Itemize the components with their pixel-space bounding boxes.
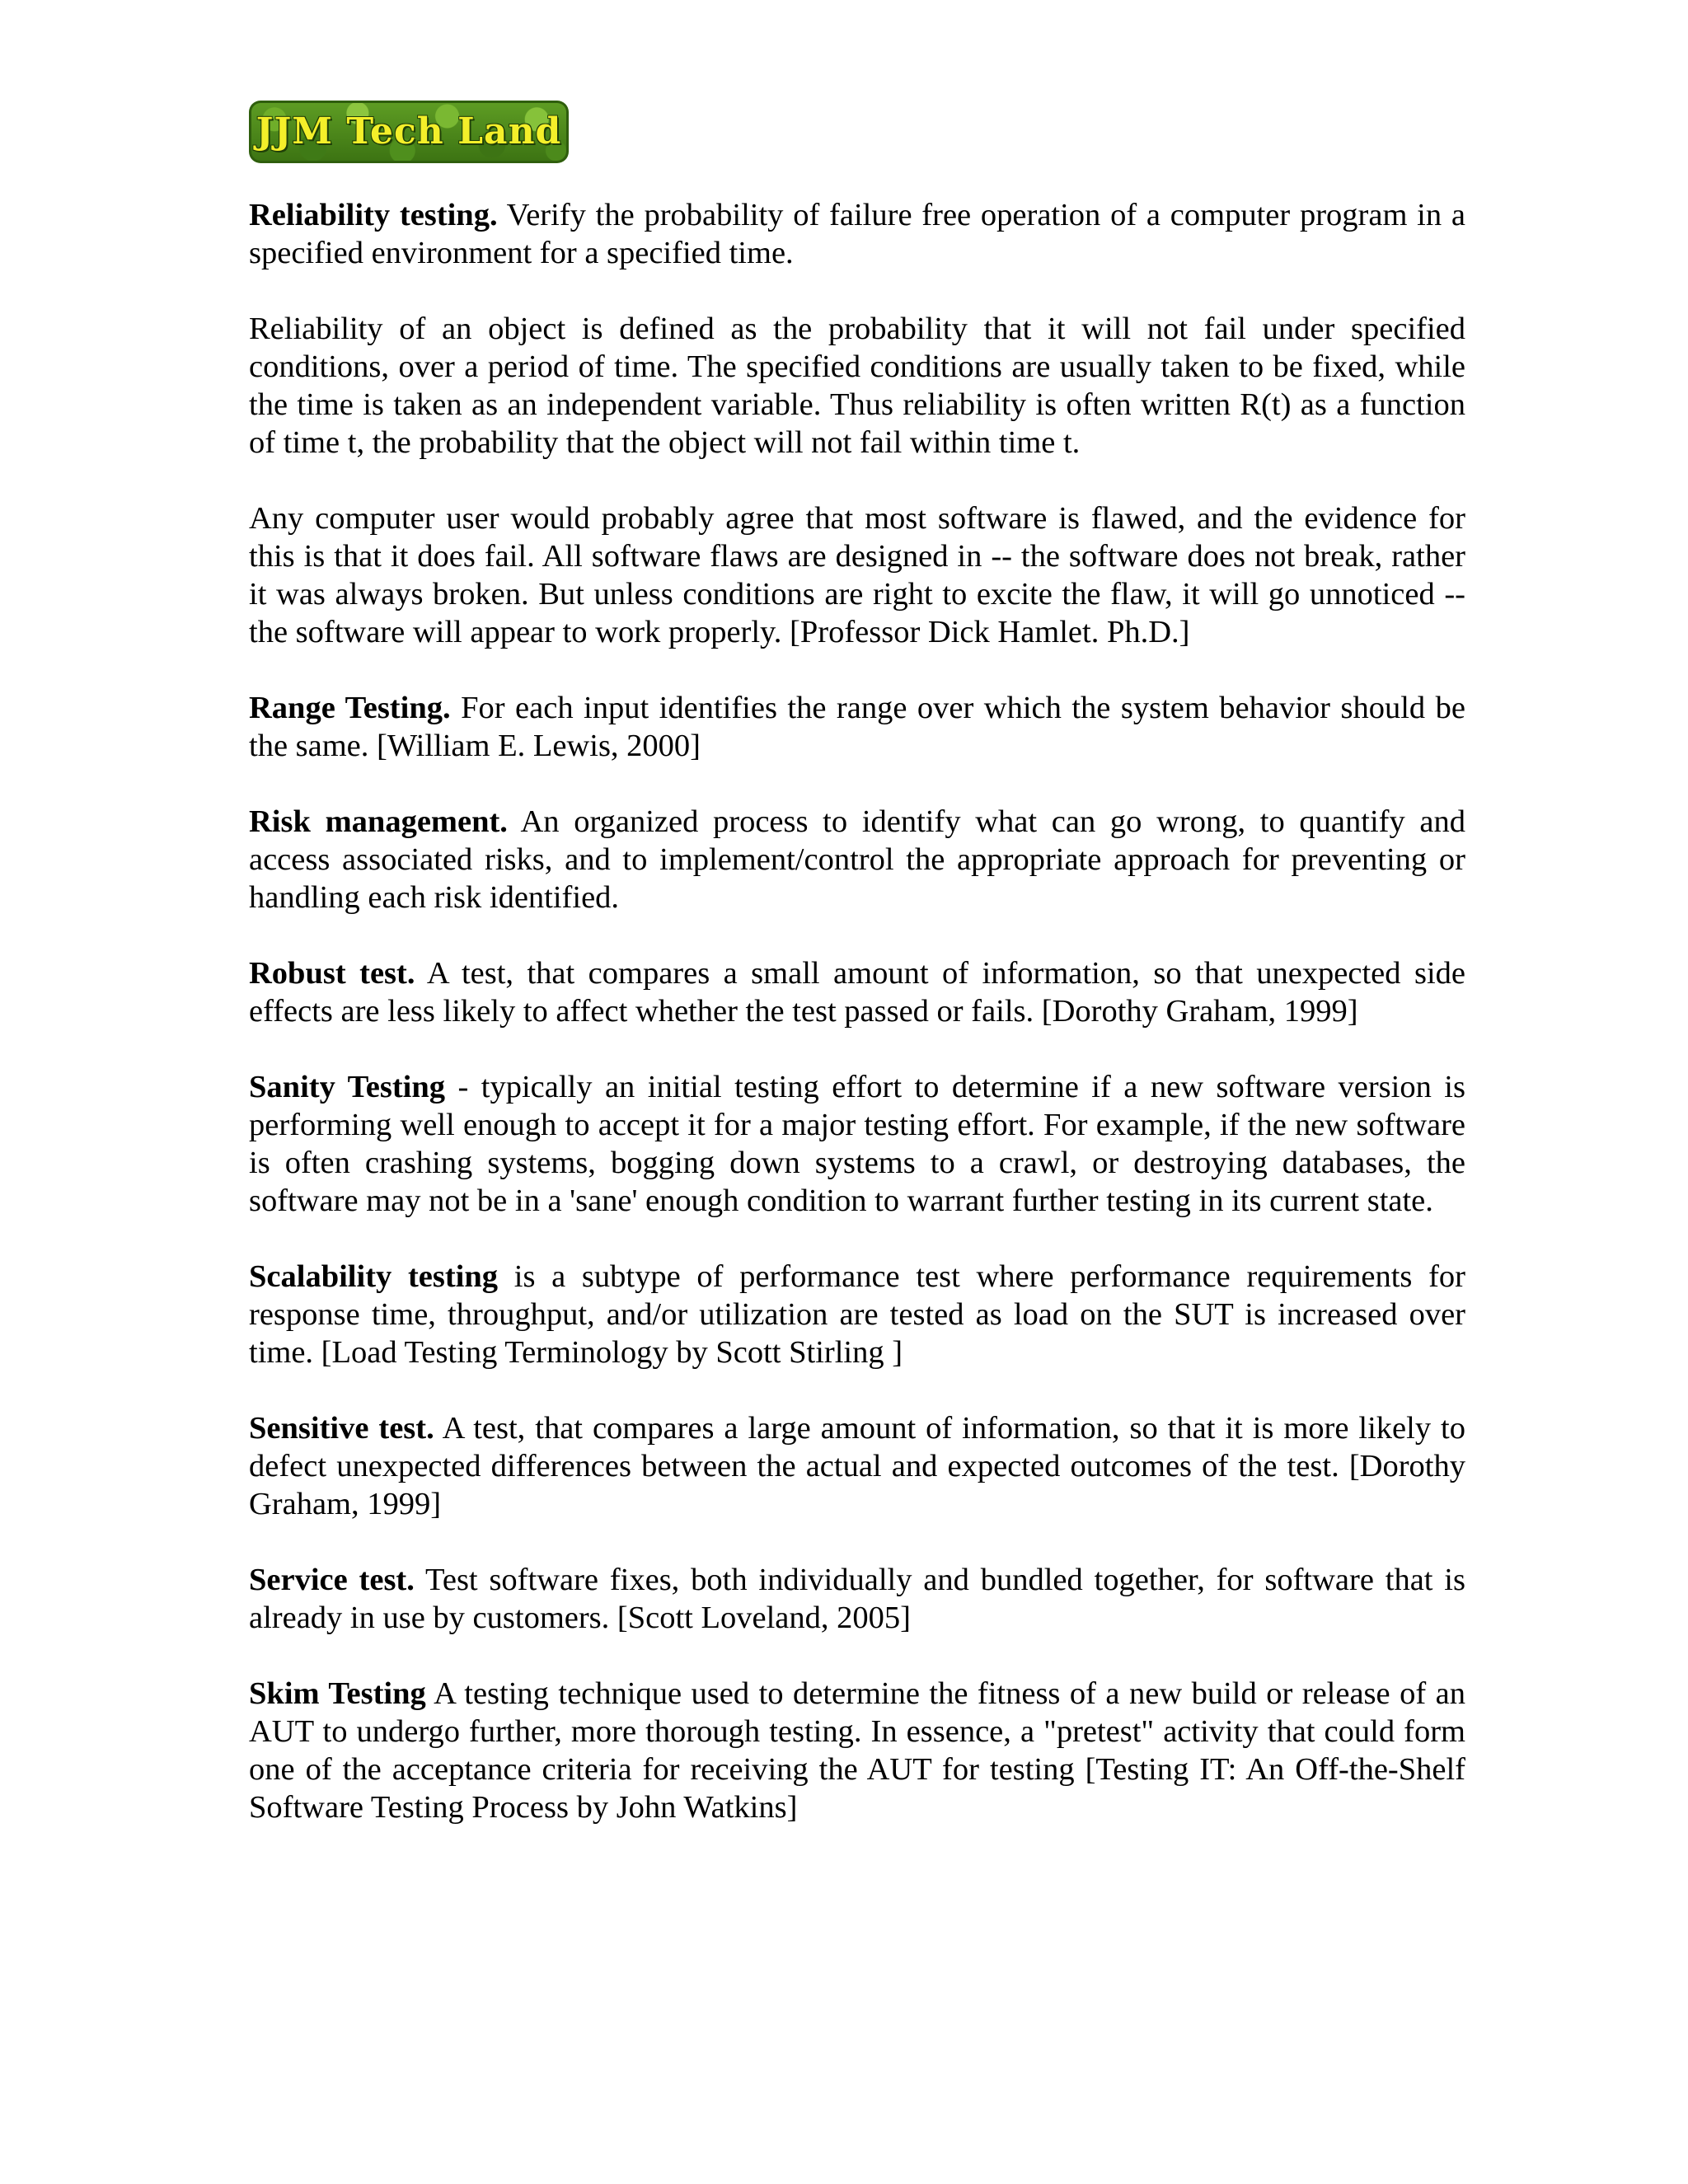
term: Sanity Testing <box>249 1070 446 1104</box>
term: Skim Testing <box>249 1676 426 1711</box>
glossary-entry-service-test <box>249 1561 1465 1637</box>
glossary-entry-sensitive-test <box>249 1409 1465 1523</box>
term: Risk management. <box>249 804 508 839</box>
definition: Verify the probability of failure free operation of a computer program in a specified environment for a specified time. <box>249 198 1465 270</box>
definition: is a subtype of performance test where performance requirements for response time, throughput, and/or utilization are tested as load on the SUT is increased over time. [Load Testing Terminology by Scott Stirling ] <box>249 1259 1466 1370</box>
glossary-entry-skim-testing <box>249 1675 1465 1826</box>
glossary-entry-reliability-definition <box>249 310 1465 462</box>
glossary-entry-sanity-testing <box>249 1068 1465 1220</box>
definition: For each input identifies the range over which the system behavior should be the same. [William E. Lewis, 2000] <box>249 691 1465 763</box>
term: Sensitive test. <box>249 1411 434 1446</box>
term: Service test. <box>249 1563 415 1597</box>
term: Range Testing. <box>249 691 451 725</box>
term: Scalability testing <box>249 1259 499 1294</box>
definition: - typically an initial testing effort to determine if a new software version is performing well enough to accept it for a major testing effort. For example, if the new software is often crashing systems, bogging down systems to a crawl, or destroying databases, the software may not be in a 'sane' enough condition to warrant further testing in its current state. <box>249 1070 1465 1218</box>
glossary-entry-scalability-testing <box>249 1258 1465 1371</box>
term: Robust test. <box>249 956 415 991</box>
definition: Reliability of an object is defined as the probability that it will not fail under specified conditions, over a period of time. The specified conditions are usually taken to be fixed, while the time is taken as an independent variable. Thus reliability is often written R(t) as a function of time t, the probability that the object will not fail within time t. <box>249 312 1465 460</box>
glossary-entry-range-testing <box>249 689 1465 765</box>
jjm-tech-land-logo <box>249 101 569 163</box>
definition: A testing technique used to determine the fitness of a new build or release of an AUT to undergo further, more thorough testing. In essence, a "pretest" activity that could form one of the acceptance criteria for receiving the AUT for testing [Testing IT: An Off-the-Shelf Software Testing Process by John Watkins] <box>249 1676 1465 1825</box>
term: Reliability testing. <box>249 198 498 232</box>
definition: An organized process to identify what can go wrong, to quantify and access associated risks, and to implement/control the appropriate approach for preventing or handling each risk identified. <box>249 804 1466 915</box>
glossary-entry-risk-management <box>249 803 1465 916</box>
definition: Test software fixes, both individually and bundled together, for software that is already in use by customers. [Scott Loveland, 2005] <box>249 1563 1465 1635</box>
glossary-entry-robust-test <box>249 954 1465 1030</box>
logo-text: JJM Tech Land <box>256 110 562 152</box>
glossary-entry-software-flaws <box>249 499 1465 651</box>
glossary-entry-reliability-testing <box>249 196 1465 272</box>
glossary-content <box>249 196 1465 1864</box>
definition: A test, that compares a small amount of information, so that unexpected side effects are less likely to affect whether the test passed or fails. [Dorothy Graham, 1999] <box>249 956 1465 1029</box>
definition: A test, that compares a large amount of information, so that it is more likely to defect unexpected differences between the actual and expected outcomes of the test. [Dorothy Graham, 1999] <box>249 1411 1465 1521</box>
definition: Any computer user would probably agree that most software is flawed, and the evidence for this is that it does fail. All software flaws are designed in -- the software does not break, rather it was always broken. But unless conditions are right to excite the flaw, it will go unnoticed -- the software will appear to work properly. [Professor Dick Hamlet. Ph.D.] <box>249 501 1465 649</box>
